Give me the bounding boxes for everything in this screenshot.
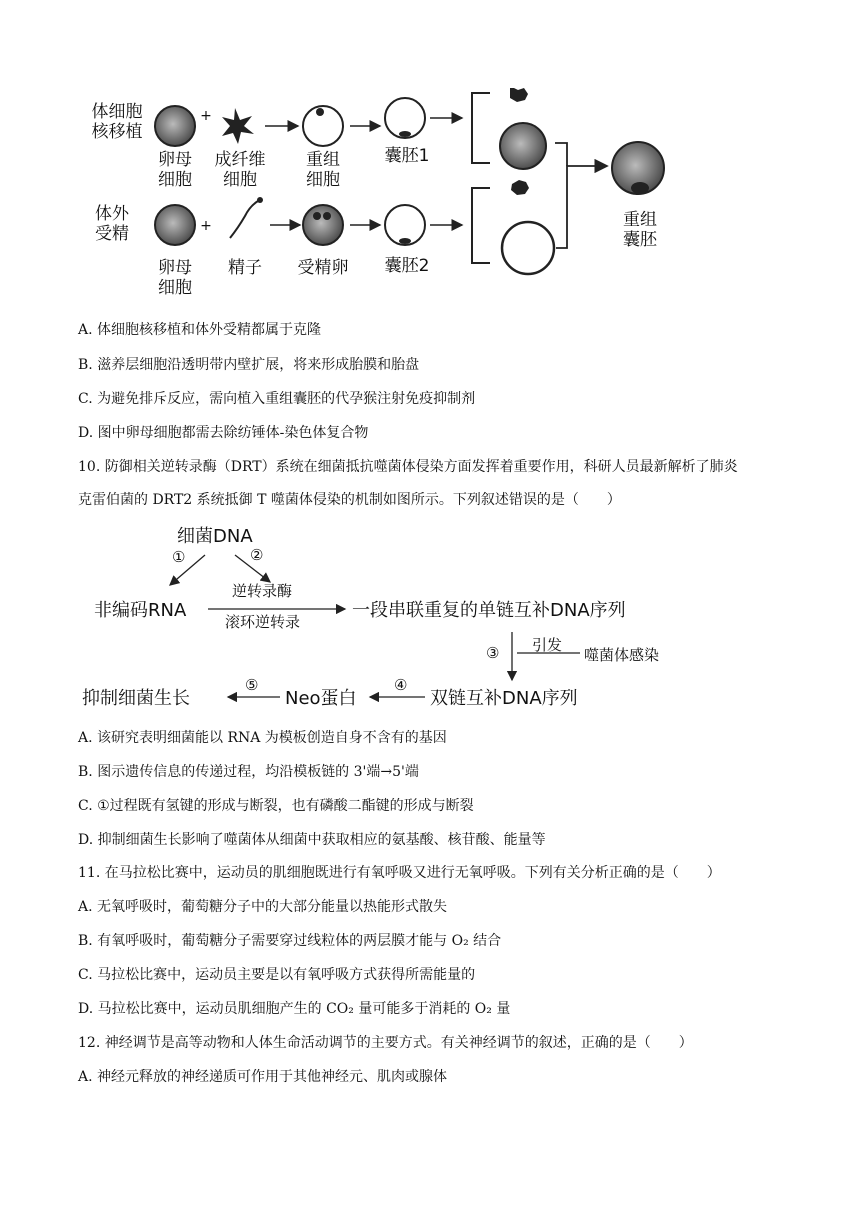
blastocyst-1-label: 囊胚1 xyxy=(384,146,430,166)
zygote xyxy=(303,205,343,245)
bacterial-dna: 细菌DNA xyxy=(177,526,253,547)
noncoding-rna: 非编码RNA xyxy=(94,600,187,621)
q10-stem-line2: 克雷伯菌的 DRT2 系统抵御 T 噬菌体侵染的机制如图所示。下列叙述错误的是（ ） xyxy=(78,492,621,508)
blastocyst-2-label: 囊胚2 xyxy=(384,256,430,276)
q9-option-b: B. 滋养层细胞沿透明带内壁扩展，将来形成胎膜和胎盘 xyxy=(78,357,420,373)
row2-label: 体外 受精 xyxy=(95,204,129,244)
fibroblast-cell xyxy=(222,108,254,144)
egg-label-2: 卵母 细胞 xyxy=(158,258,192,298)
recombinant-cell-label: 重组 细胞 xyxy=(306,150,340,190)
trigger-label: 引发 xyxy=(532,636,563,654)
inhibit-growth: 抑制细菌生长 xyxy=(82,688,190,709)
q10-option-d: D. 抑制细菌生长影响了噬菌体从细菌中获取相应的氨基酸、核苷酸、能量等 xyxy=(78,832,546,848)
trophoblast-shell xyxy=(502,222,554,274)
step-3-marker: ③ xyxy=(486,644,500,662)
fibroblast-label: 成纤维 细胞 xyxy=(214,150,266,190)
q10-option-a: A. 该研究表明细菌能以 RNA 为模板创造自身不含有的基因 xyxy=(78,730,447,746)
reverse-transcriptase-label: 逆转录酶 xyxy=(232,582,293,600)
step-5-marker: ⑤ xyxy=(245,676,259,694)
rolling-circle-label: 滚环逆转录 xyxy=(225,613,301,631)
ssdna-sequence: 一段串联重复的单链互补DNA序列 xyxy=(352,600,626,621)
egg-cell-1 xyxy=(155,106,195,146)
egg-cell-2 xyxy=(155,205,195,245)
q10-option-c: C. ①过程既有氢键的形成与断裂，也有磷酸二酯键的形成与断裂 xyxy=(78,798,474,814)
step-2-marker: ② xyxy=(250,546,264,564)
q11-option-b: B. 有氧呼吸时，葡萄糖分子需要穿过线粒体的两层膜才能与 O₂ 结合 xyxy=(78,933,502,949)
plus-sign: + xyxy=(200,218,212,234)
step-4-marker: ④ xyxy=(394,676,408,694)
sperm-label: 精子 xyxy=(228,258,262,278)
plus-sign: + xyxy=(200,108,212,124)
q12-option-a: A. 神经元释放的神经递质可作用于其他神经元、肌肉或腺体 xyxy=(78,1069,448,1085)
recombinant-blastocyst-label: 重组 囊胚 xyxy=(623,210,657,250)
neo-protein: Neo蛋白 xyxy=(285,688,357,709)
q11-option-a: A. 无氧呼吸时，葡萄糖分子中的大部分能量以热能形式散失 xyxy=(78,899,448,915)
phage-infection: 噬菌体感染 xyxy=(584,646,660,664)
dsdna-sequence: 双链互补DNA序列 xyxy=(430,688,578,709)
step-1-marker: ① xyxy=(172,548,186,566)
q9-option-d: D. 图中卵母细胞都需去除纺锤体-染色体复合物 xyxy=(78,425,369,441)
blastocyst-1-without-icm xyxy=(500,123,546,169)
q9-option-a: A. 体细胞核移植和体外受精都属于克隆 xyxy=(78,322,322,338)
sperm xyxy=(230,201,258,238)
q11-stem: 11. 在马拉松比赛中，运动员的肌细胞既进行有氧呼吸又进行无氧呼吸。下列有关分析正确的是（ ） xyxy=(78,865,721,881)
q9-option-c: C. 为避免排斥反应，需向植入重组囊胚的代孕猴注射免疫抑制剂 xyxy=(78,391,476,407)
zygote-label: 受精卵 xyxy=(297,258,349,278)
row1-label: 体细胞 核移植 xyxy=(91,102,143,142)
q11-option-d: D. 马拉松比赛中，运动员肌细胞产生的 CO₂ 量可能多于消耗的 O₂ 量 xyxy=(78,1001,511,1017)
embryo-figure xyxy=(80,88,720,303)
q11-option-c: C. 马拉松比赛中，运动员主要是以有氧呼吸方式获得所需能量的 xyxy=(78,967,476,983)
drt2-mechanism-diagram xyxy=(80,520,720,720)
q12-stem: 12. 神经调节是高等动物和人体生命活动调节的主要方式。有关神经调节的叙述，正确的是（ ） xyxy=(78,1035,693,1051)
egg-label-1: 卵母 细胞 xyxy=(158,150,192,190)
q10-stem-line1: 10. 防御相关逆转录酶（DRT）系统在细菌抵抗噬菌体侵染方面发挥着重要作用，科研人员最新解析了肺炎 xyxy=(78,459,738,475)
q10-option-b: B. 图示遗传信息的传递过程，均沿模板链的 3'端→5'端 xyxy=(78,764,419,780)
